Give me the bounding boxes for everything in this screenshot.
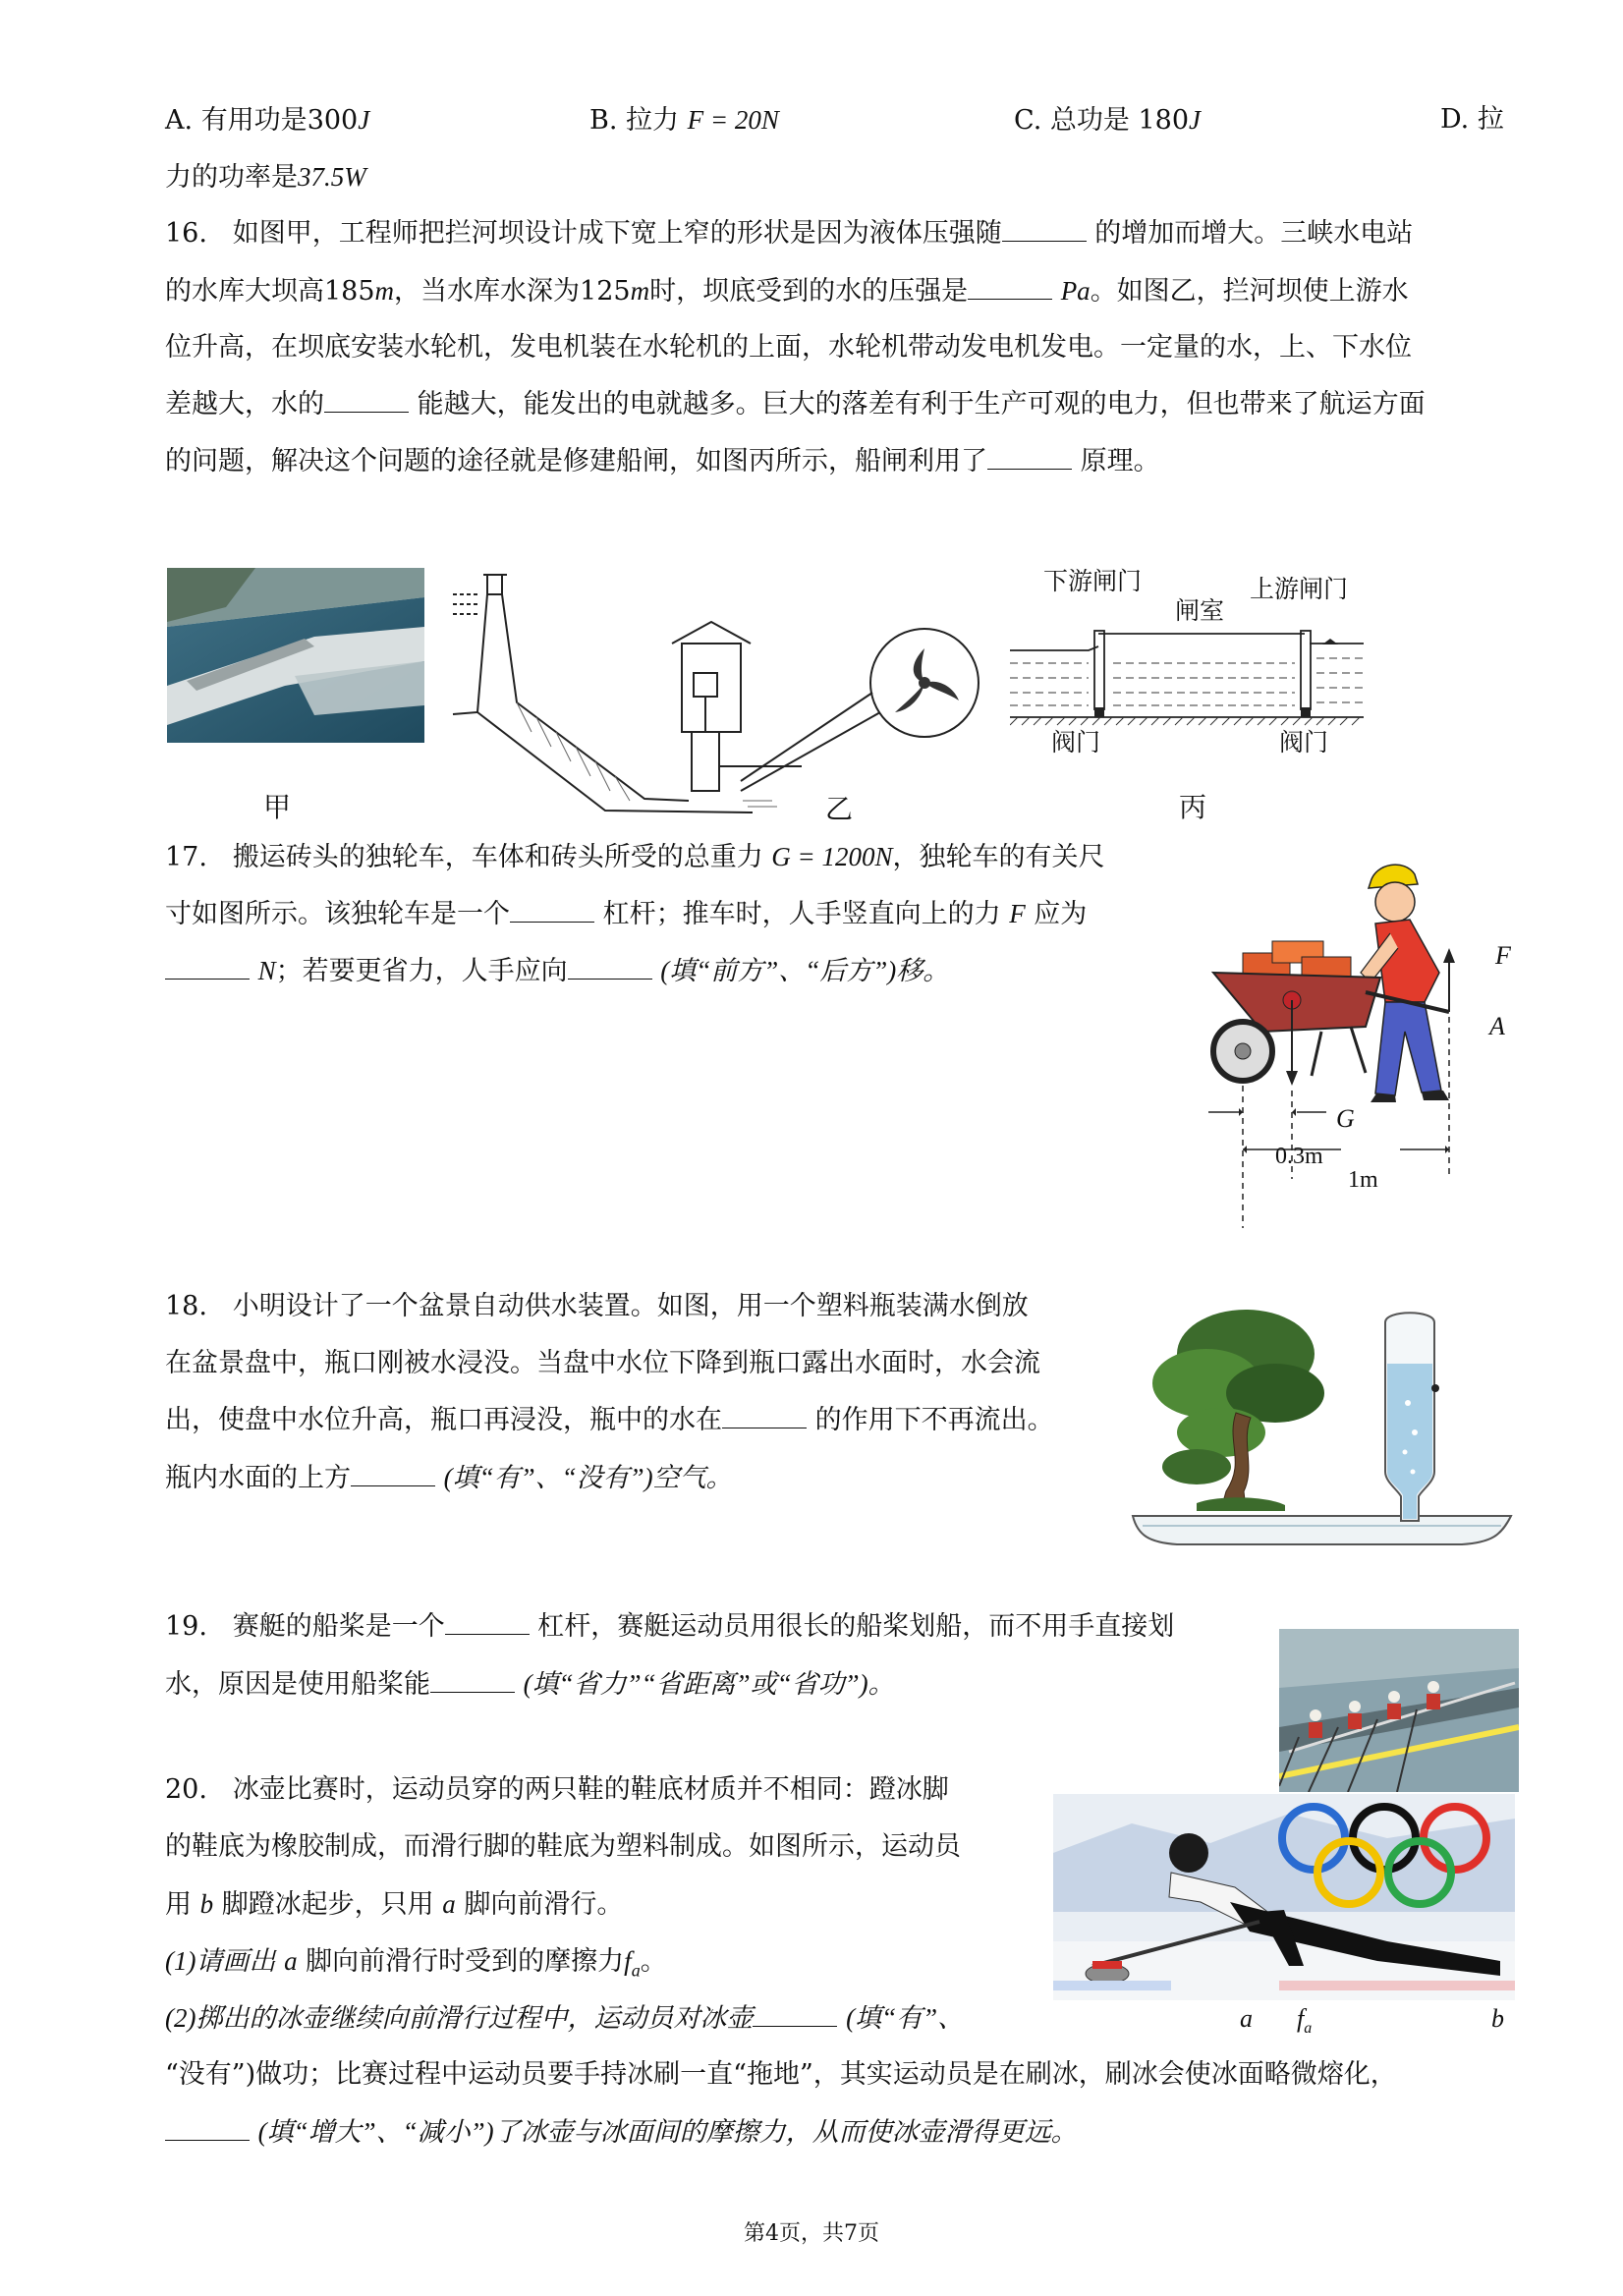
q16-line1: 16. 如图甲，工程师把拦河坝设计成下宽上窄的形状是因为液体压强随 的增加而增大。三峡水电站 <box>165 214 1413 253</box>
lock-label-up-gate: 上游闸门 <box>1250 575 1349 603</box>
curling-label-b: b <box>1491 2004 1504 2033</box>
q15-option-a: A. 有用功是300J <box>165 105 370 136</box>
ship-lock-diagram <box>1010 609 1364 737</box>
q20-line4: (1)请画出 a 脚向前滑行时受到的摩擦力$f_a$。 <box>165 1946 667 1981</box>
q20-line2: 的鞋底为橡胶制成，而滑行脚的鞋底为塑料制成。如图所示，运动员 <box>165 1831 961 1862</box>
q19-line1: 19. 赛艇的船桨是一个 杠杆，赛艇运动员用很长的船桨划船，而不用手直接划 <box>165 1607 1174 1647</box>
three-gorges-dam-photo <box>167 568 424 743</box>
q20-line3: 用 b 脚蹬冰起步，只用 a 脚向前滑行。 <box>165 1889 624 1920</box>
wheelbarrow-label-F: F <box>1495 941 1511 970</box>
q15-option-d-cont: 力的功率是37.5W <box>165 162 366 193</box>
q15-option-b: B. 拉力 F = 20N <box>589 105 779 136</box>
q20-line7: (填“增大”、“减小”)了冰壶与冰面间的摩擦力，从而使冰壶滑得更远。 <box>165 2112 1078 2153</box>
fig-caption-bing: 丙 <box>1179 791 1207 823</box>
q17-line2: 寸如图所示。该独轮车是一个 杠杆；推车时，人手竖直向上的力 F 应为 <box>165 894 1087 934</box>
q19-line2: 水，原因是使用船桨能 (填“省力”“省距离”或“省功”)。 <box>165 1664 895 1705</box>
q17-line1: 17. 搬运砖头的独轮车，车体和砖头所受的总重力 G = 1200N，独轮车的有关尺 <box>165 842 1105 872</box>
curling-label-a: a <box>1240 2004 1253 2033</box>
q15-option-c: C. 总功是 180J <box>1014 105 1201 136</box>
dam-turbine-diagram <box>448 555 988 815</box>
wheelbarrow-label-1m: 1m <box>1348 1167 1378 1193</box>
q18-line1: 18. 小明设计了一个盆景自动供水装置。如图，用一个塑料瓶装满水倒放 <box>165 1291 1029 1321</box>
wheelbarrow-label-0.3m: 0.3m <box>1275 1144 1323 1169</box>
q16-line4: 差越大，水的 能越大，能发出的电就越多。巨大的落差有利于生产可观的电力，但也带来了航运方面 <box>165 385 1426 424</box>
rowing-photo <box>1279 1629 1519 1792</box>
q20-line6: “没有”)做功；比赛过程中运动员要手持冰刷一直“拖地”，其实运动员是在刷冰，刷冰会使冰面略微熔化， <box>165 2059 1397 2090</box>
q16-line2: 的水库大坝高185m，当水库水深为125m时，坝底受到的水的压强是 Pa。如图乙，拦河坝使上游水 <box>165 271 1409 311</box>
wheelbarrow-label-G: G <box>1336 1104 1355 1133</box>
q18-line3: 出，使盘中水位升高，瓶口再浸没，瓶中的水在 的作用下不再流出。 <box>165 1401 1054 1440</box>
q18-line4: 瓶内水面的上方 (填“有”、“没有”)空气。 <box>165 1458 733 1498</box>
lock-label-down-gate: 下游闸门 <box>1043 567 1143 595</box>
q18-line2: 在盆景盘中，瓶口刚被水浸没。当盘中水位下降到瓶口露出水面时，水会流 <box>165 1348 1040 1378</box>
lock-label-valve-right: 阀门 <box>1279 728 1329 756</box>
q15-option-d: D. 拉 <box>1440 104 1504 135</box>
bonsai-water-supply-figure <box>1128 1295 1516 1550</box>
q17-line3: N；若要更省力，人手应向 (填“前方”、“后方”)移。 <box>165 951 949 991</box>
q16-line5: 的问题，解决这个问题的途径就是修建船闸，如图丙所示，船闸利用了 原理。 <box>165 442 1160 481</box>
lock-label-chamber: 闸室 <box>1175 596 1225 625</box>
q20-line1: 20. 冰壶比赛时，运动员穿的两只鞋的鞋底材质并不相同：蹬冰脚 <box>165 1774 949 1805</box>
curling-label-fa: $f_a$ <box>1297 2004 1313 2038</box>
lock-label-valve-left: 阀门 <box>1051 728 1101 756</box>
q20-line5: (2)掷出的冰壶继续向前滑行过程中，运动员对冰壶 (填“有”、 <box>165 1998 964 2039</box>
curling-photo <box>1053 1794 1515 2000</box>
wheelbarrow-label-A: A <box>1489 1012 1505 1040</box>
page-footer: 第4页，共7页 <box>744 2221 879 2246</box>
fig-caption-yi: 乙 <box>825 793 854 825</box>
fig-caption-jia: 甲 <box>263 791 292 823</box>
q16-line3: 位升高，在坝底安装水轮机，发电机装在水轮机的上面，水轮机带动发电机发电。一定量的水，上、下水位 <box>165 332 1412 363</box>
